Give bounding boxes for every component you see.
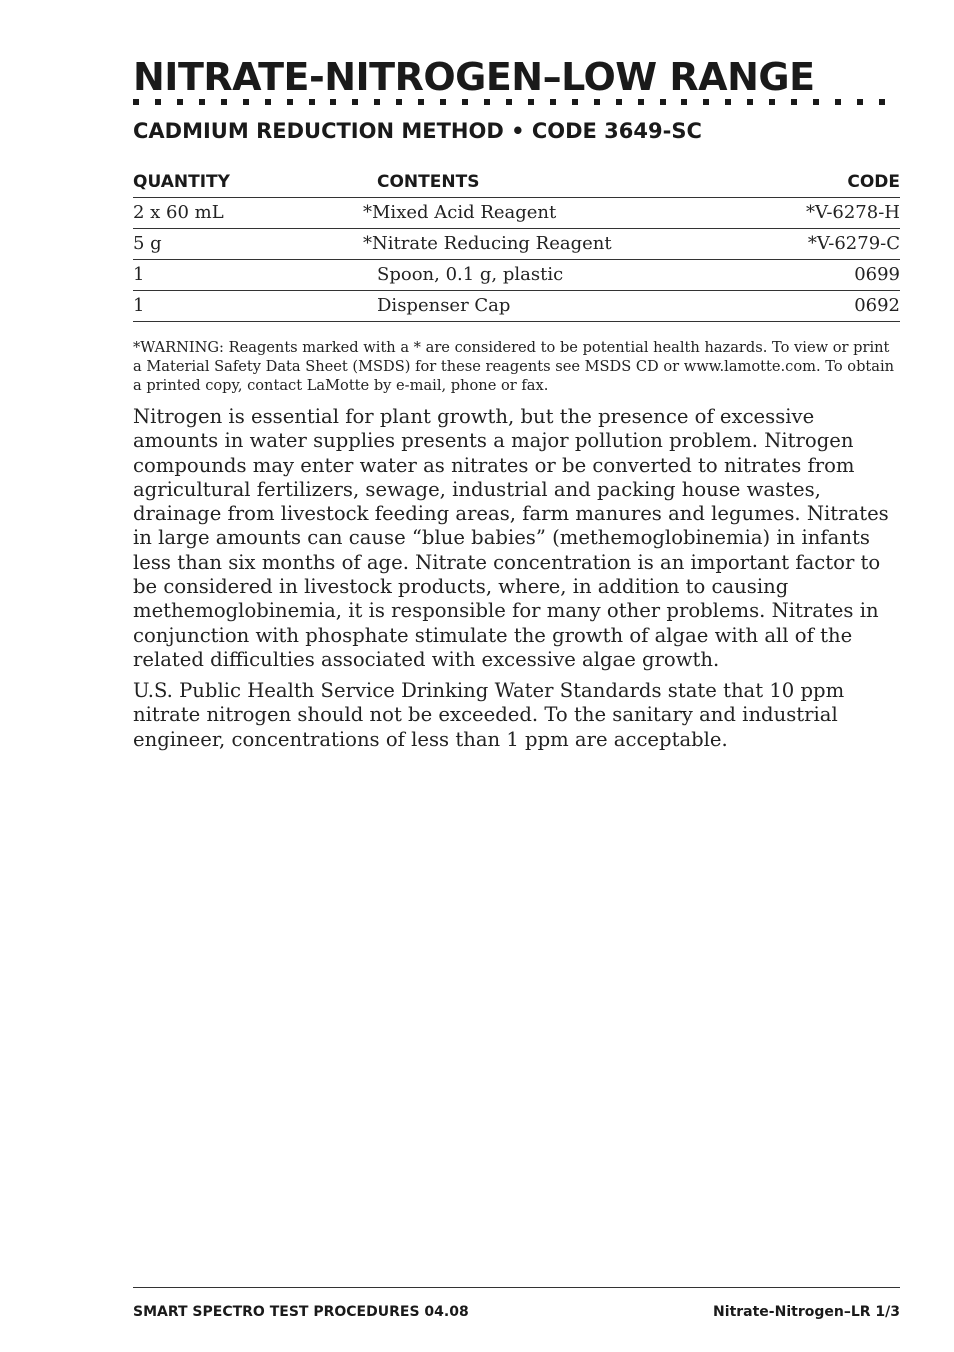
cell-code: *V-6278-H	[805, 202, 900, 223]
table-row	[133, 229, 900, 260]
cell-code: *V-6279-C	[807, 233, 900, 254]
header-contents: CONTENTS	[377, 172, 480, 192]
hazard-warning: *WARNING: Reagents marked with a * are considered to be potential health hazards. To view or print a Material Safety Data Sheet (MSDS) for these reagents see MSDS CD or www.lamotte.com. To obtain a printed copy, contact LaMotte by e-mail, phone or fax.	[133, 339, 895, 394]
footer-divider	[133, 1287, 900, 1288]
cell-quantity: 1	[133, 295, 145, 316]
header-quantity: QUANTITY	[133, 172, 230, 192]
page-subtitle: CADMIUM REDUCTION METHOD • CODE 3649-SC	[133, 119, 702, 143]
cell-code: 0699	[854, 264, 900, 285]
cell-quantity: 2 x 60 mL	[133, 202, 224, 223]
cell-quantity: 1	[133, 264, 145, 285]
footer-page-label: Nitrate-Nitrogen–LR 1/3	[713, 1304, 900, 1320]
cell-contents: *Nitrate Reducing Reagent	[363, 233, 612, 254]
body-paragraph: Nitrogen is essential for plant growth, but the presence of excessive amounts in water supplies presents a major pollution problem. Nitrogen compounds may enter water as nitrates or be converted to nitrates from agricultural fertilizers, sewage, industrial and packing house wastes, drainage from livestock feeding areas, farm manures and legumes. Nitrates in large amounts can cause “blue babies” (methemoglobinemia) in infants less than six months of age. Nitrate concentration is an important factor to be considered in livestock products, where, in addition to causing methemoglobinemia, it is responsible for many other problems. Nitrates in conjunction with phosphate stimulate the growth of algae with all of the related difficulties associated with excessive algae growth.	[133, 405, 889, 671]
cell-quantity: 5 g	[133, 233, 162, 254]
contents-table	[133, 170, 900, 322]
table-row	[133, 260, 900, 291]
table-row	[133, 198, 900, 229]
table-header	[133, 170, 900, 198]
header-code: CODE	[847, 172, 900, 192]
footer-publication: SMART SPECTRO TEST PROCEDURES 04.08	[133, 1304, 469, 1320]
dotted-rule	[133, 99, 885, 107]
page-footer	[133, 1304, 900, 1324]
cell-contents: Spoon, 0.1 g, plastic	[377, 264, 564, 285]
page-title: NITRATE-NITROGEN–LOW RANGE	[133, 55, 815, 99]
table-row	[133, 291, 900, 322]
body-paragraph: U.S. Public Health Service Drinking Water Standards state that 10 ppm nitrate nitrogen should not be exceeded. To the sanitary and industrial engineer, concentrations of less than 1 ppm are acceptable.	[133, 679, 845, 751]
cell-contents: *Mixed Acid Reagent	[363, 202, 557, 223]
cell-contents: Dispenser Cap	[377, 295, 511, 316]
cell-code: 0692	[854, 295, 900, 316]
